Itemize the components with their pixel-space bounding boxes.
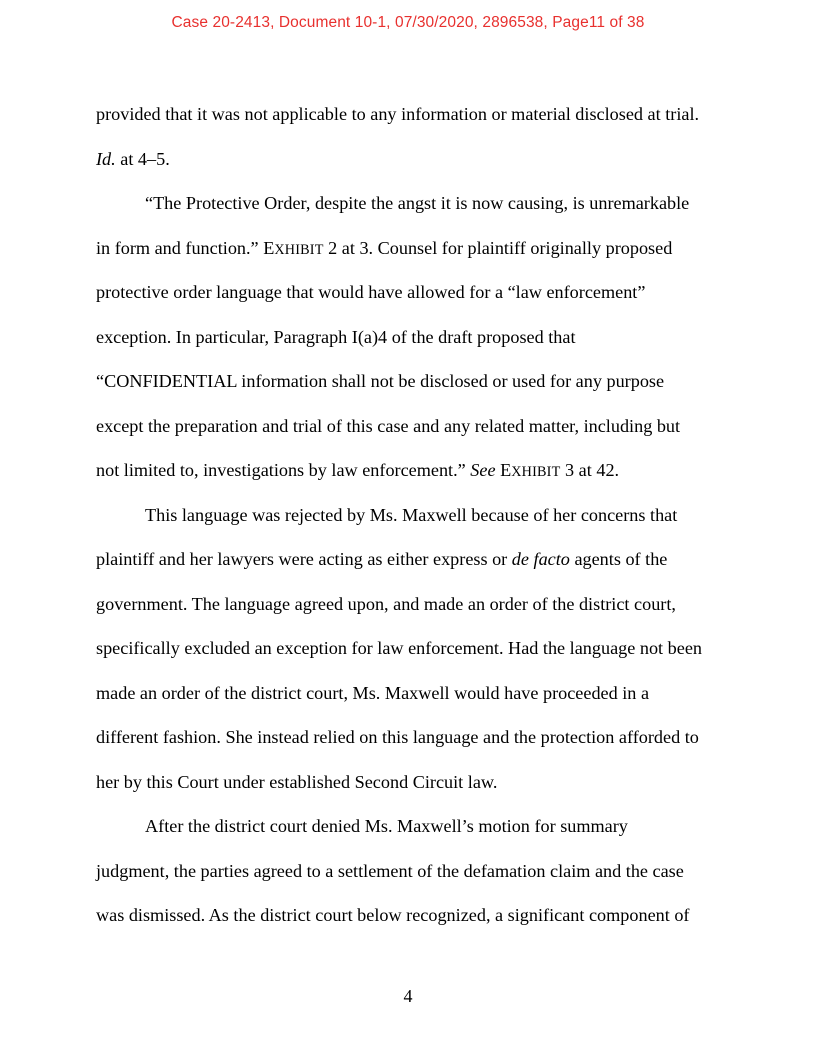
text-line: made an order of the district court, Ms. Maxwell would have proceeded in a [96, 682, 650, 703]
paragraph-first-line: “The Protective Order, despite the angst it is now causing, is unremarkable [145, 193, 690, 213]
text-line: except the preparation and trial of this case and any related matter, including but [96, 415, 681, 436]
text-line: judgment, the parties agreed to a settlement of the defamation claim and the case [96, 860, 684, 881]
small-caps-text: XHIBIT [511, 464, 561, 480]
small-caps-text: XHIBIT [274, 241, 324, 258]
text-line: not limited to, investigations by law enforcement.” See EXHIBIT 3 at 42. [96, 460, 620, 480]
text-line: was dismissed. As the district court below recognized, a significant component of [96, 905, 690, 925]
document-body [96, 92, 722, 938]
text-line: protective order language that would have allowed for a “law enforcement” [96, 282, 646, 302]
citation-italic: See [470, 460, 496, 480]
paragraph-first-line: This language was rejected by Ms. Maxwell because of her concerns that [145, 504, 678, 525]
text-line: her by this Court under established Second Circuit law. [96, 771, 498, 792]
italic-term: de facto [511, 549, 570, 569]
paragraph-first-line: After the district court denied Ms. Maxwell’s motion for summary [145, 816, 628, 836]
text-line: government. The language agreed upon, and made an order of the district court, [96, 593, 676, 614]
text-line: “CONFIDENTIAL information shall not be disclosed or used for any purpose [96, 371, 665, 391]
citation-italic: Id. [96, 148, 116, 169]
text-line: plaintiff and her lawyers were acting as either express or de facto agents of the [96, 549, 668, 569]
text-line: Id. at 4–5. [96, 148, 170, 169]
text-line: exception. In particular, Paragraph I(a)4 of the draft proposed that [96, 326, 576, 347]
text-line: in form and function.” EXHIBIT 2 at 3. Counsel for plaintiff originally proposed [96, 237, 673, 258]
case-header-stamp: Case 20-2413, Document 10-1, 07/30/2020, 2896538, Page11 of 38 [171, 14, 645, 31]
page-number: 4 [403, 986, 413, 1006]
text-line: different fashion. She instead relied on this language and the protection afforded to [96, 727, 699, 747]
text-line: specifically excluded an exception for law enforcement. Had the language not been [96, 638, 702, 658]
text-line: provided that it was not applicable to any information or material disclosed at trial. [96, 104, 700, 124]
